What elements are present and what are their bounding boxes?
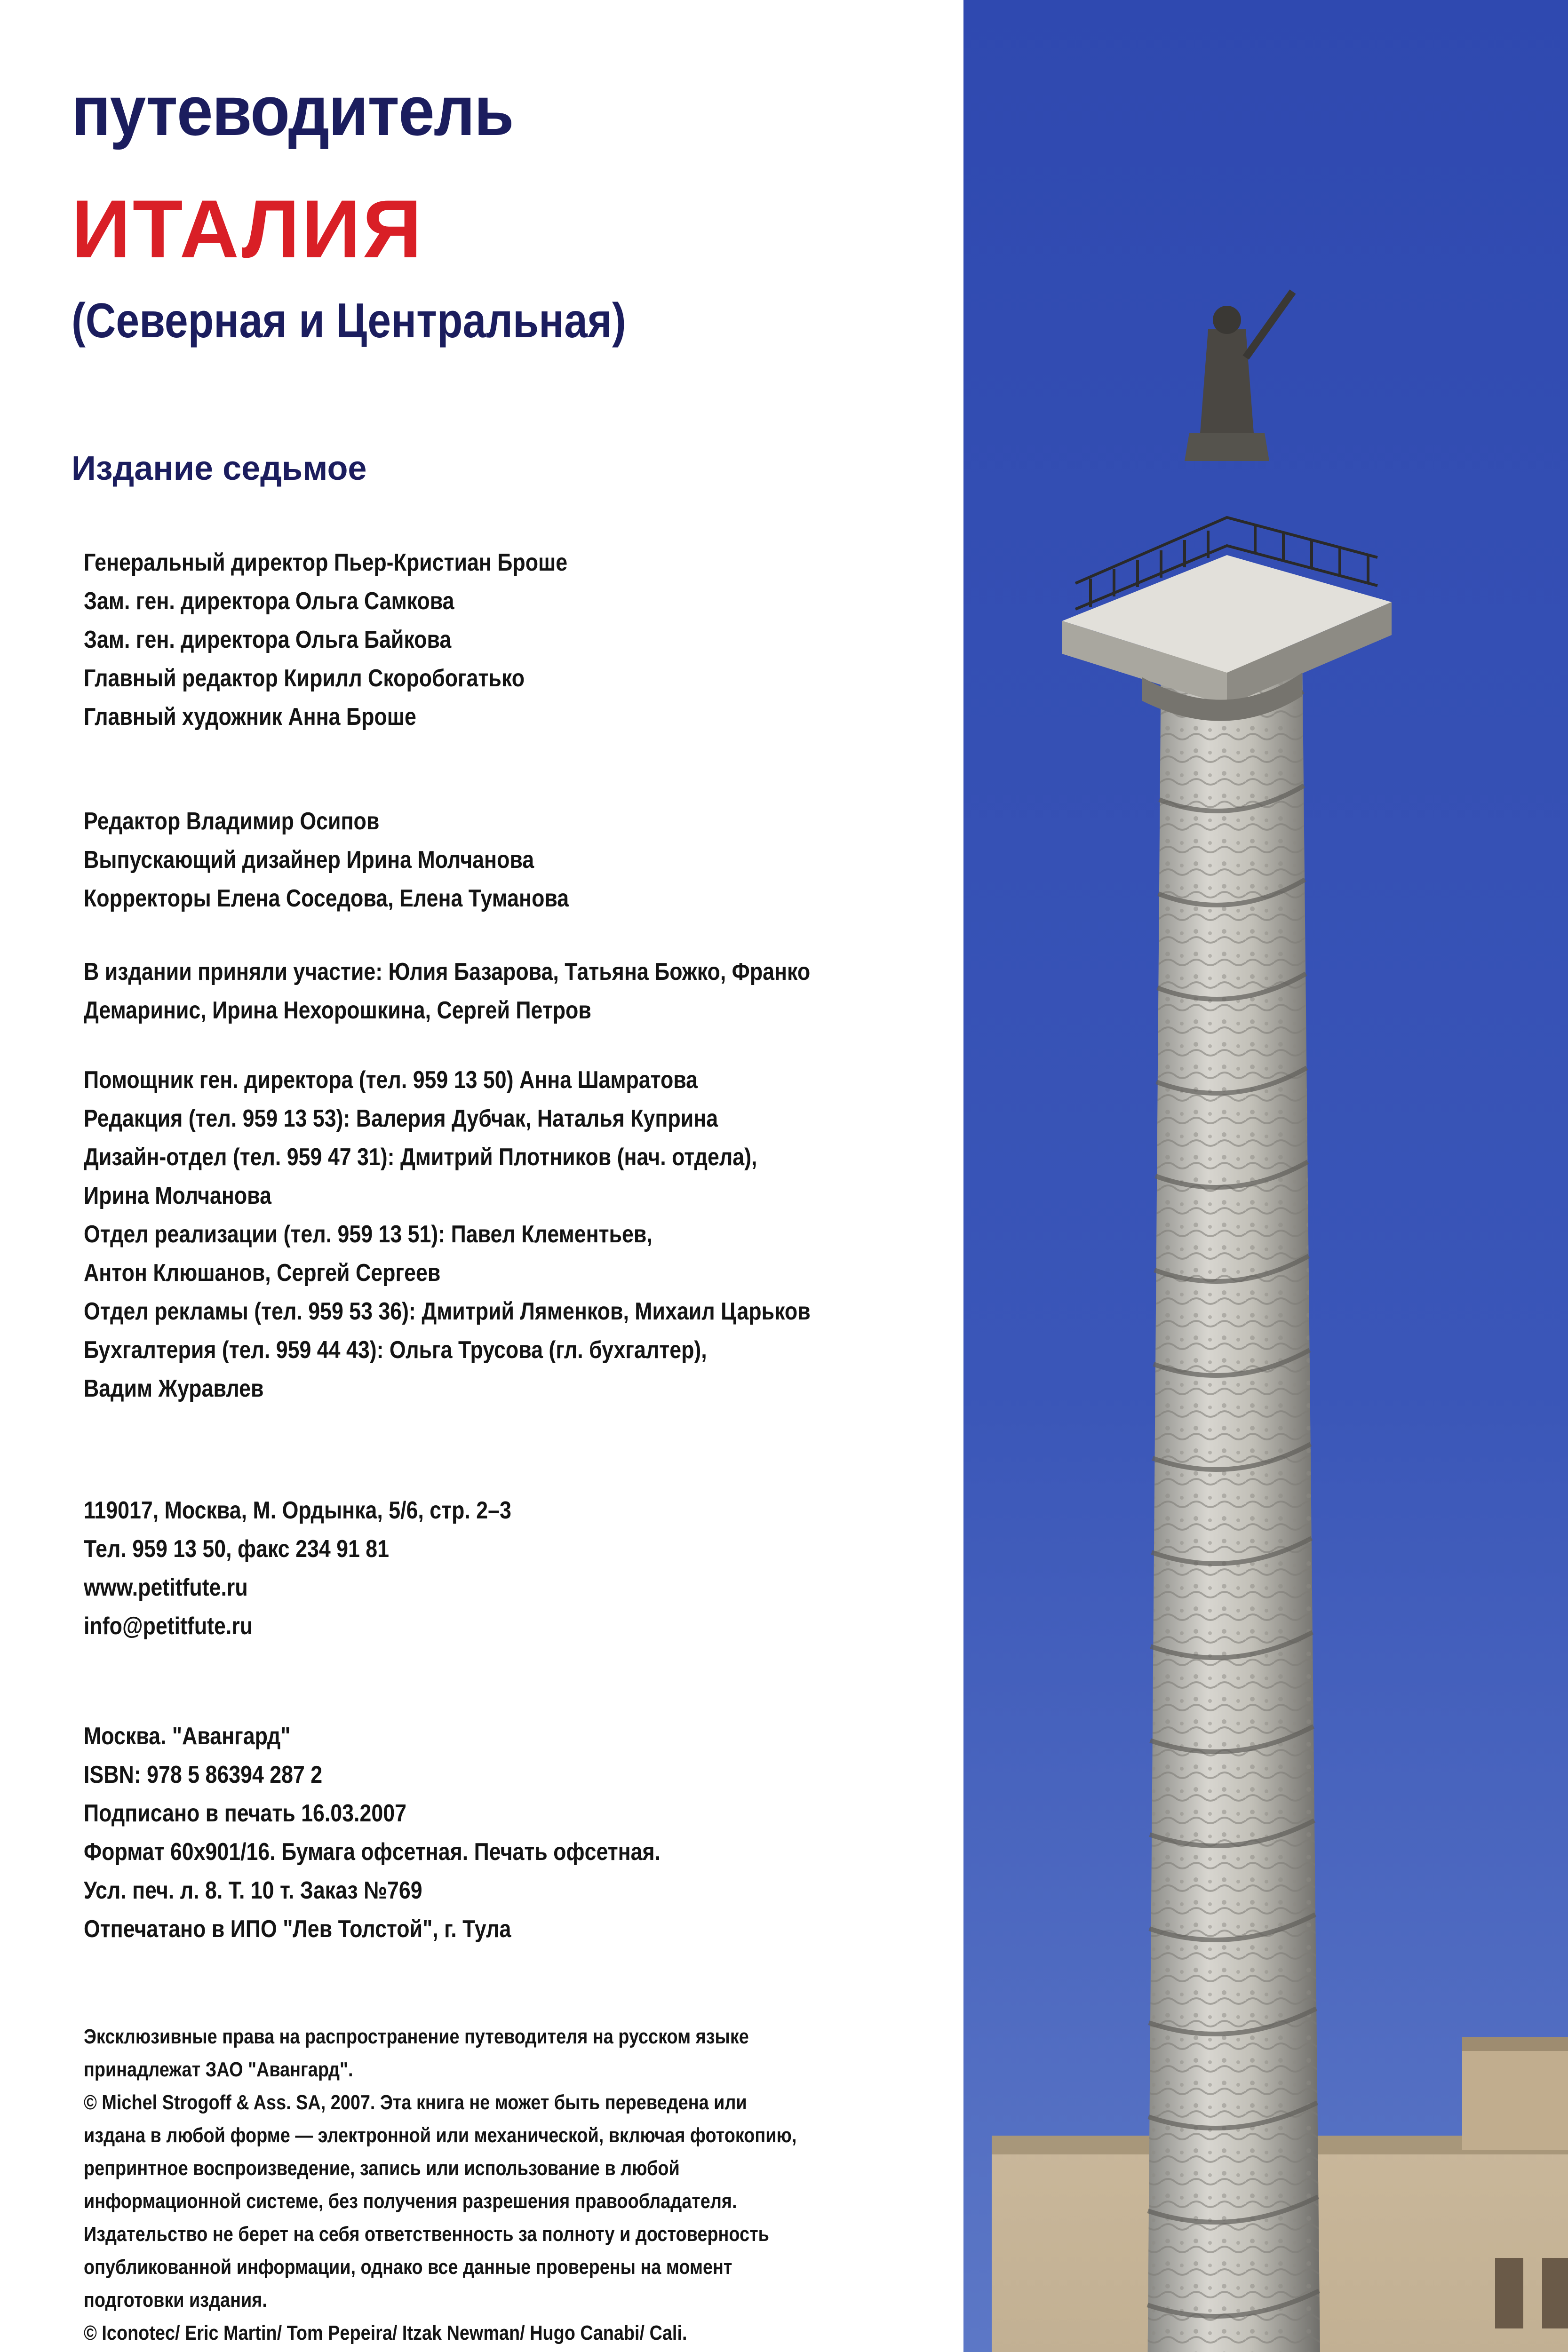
- editors-line: Корректоры Елена Соседова, Елена Туманова: [84, 885, 569, 912]
- title-region: (Северная и Центральная): [72, 294, 626, 348]
- contacts-block: [84, 1491, 511, 1645]
- legal-line: репринтное воспроизведение, запись или использование в любой: [84, 2157, 680, 2180]
- department-line: Антон Клюшанов, Сергей Сергеев: [84, 1259, 441, 1287]
- address-line: 119017, Москва, М. Ордынка, 5/6, стр. 2–3: [84, 1497, 511, 1524]
- management-line: Генеральный директор Пьер-Кристиан Броше: [84, 549, 568, 576]
- website-link: www.petitfute.ru: [84, 1574, 248, 1601]
- legal-line: © Michel Strogoff & Ass. SA, 2007. Эта книга не может быть переведена или: [84, 2091, 747, 2114]
- print-info-line: Москва. "Авангард": [84, 1723, 291, 1750]
- department-line: Дизайн-отдел (тел. 959 47 31): Дмитрий Плотников (нач. отдела),: [84, 1144, 757, 1171]
- editors-line: Редактор Владимир Осипов: [84, 808, 380, 835]
- participants-line: Демаринис, Ирина Нехорошкина, Сергей Петров: [84, 997, 591, 1024]
- departments-block: [84, 1061, 811, 1408]
- editors-line: Выпускающий дизайнер Ирина Молчанова: [84, 846, 534, 874]
- phone-line: Тел. 959 13 50, факс 234 91 81: [84, 1535, 390, 1563]
- email-link: info@petitfute.ru: [84, 1613, 253, 1640]
- legal-line: Издательство не берет на себя ответственность за полноту и достоверность: [84, 2223, 769, 2246]
- management-line: Зам. ген. директора Ольга Байкова: [84, 626, 452, 653]
- title-guidebook: путеводитель: [72, 71, 513, 150]
- print-info-line: Отпечатано в ИПО "Лев Толстой", г. Тула: [84, 1915, 511, 1943]
- legal-line: информационной системе, без получения разрешения правообладателя.: [84, 2190, 737, 2213]
- management-line: Зам. ген. директора Ольга Самкова: [84, 588, 454, 615]
- participants-block: [84, 953, 810, 1030]
- management-block: [84, 543, 567, 736]
- title-country: ИТАЛИЯ: [72, 183, 424, 275]
- management-line: Главный художник Анна Броше: [84, 703, 416, 731]
- edition-label: Издание седьмое: [72, 450, 367, 487]
- print-info-line: Усл. печ. л. 8. Т. 10 т. Заказ №769: [84, 1877, 422, 1904]
- department-line: Бухгалтерия (тел. 959 44 43): Ольга Трусова (гл. бухгалтер),: [84, 1336, 707, 1364]
- department-line: Ирина Молчанова: [84, 1182, 271, 1209]
- photo-credits: © Iconotec/ Eric Martin/ Tom Pepeira/ Itzak Newman/ Hugo Canabi/ Cali.: [84, 2321, 687, 2344]
- editors-block: [84, 802, 569, 918]
- department-line: Отдел рекламы (тел. 959 53 36): Дмитрий Ляменков, Михаил Царьков: [84, 1298, 811, 1325]
- column-shaft: [1147, 649, 1321, 2352]
- print-info-line: Формат 60x901/16. Бумага офсетная. Печать офсетная.: [84, 1838, 661, 1866]
- participants-line: В издании приняли участие: Юлия Базарова, Татьяна Божко, Франко: [84, 958, 811, 985]
- legal-line: издана в любой форме — электронной или механической, включая фотокопию,: [84, 2124, 797, 2147]
- legal-line: принадлежат ЗАО "Авангард".: [84, 2058, 353, 2081]
- legal-line: подготовки издания.: [84, 2288, 267, 2312]
- department-line: Редакция (тел. 959 13 53): Валерия Дубчак, Наталья Куприна: [84, 1105, 718, 1132]
- department-line: Отдел реализации (тел. 959 13 51): Павел Клементьев,: [84, 1221, 653, 1248]
- legal-notice: [84, 2020, 796, 2350]
- cover-photo: [963, 0, 1568, 2352]
- column-illustration: [963, 0, 1568, 2352]
- legal-line: опубликованной информации, однако все данные проверены на момент: [84, 2256, 732, 2279]
- department-line: Вадим Журавлев: [84, 1375, 264, 1402]
- management-line: Главный редактор Кирилл Скоробогатько: [84, 665, 525, 692]
- print-info-line: Подписано в печать 16.03.2007: [84, 1800, 406, 1827]
- print-info-block: [84, 1717, 661, 1948]
- isbn-line: ISBN: 978 5 86394 287 2: [84, 1761, 323, 1788]
- department-line: Помощник ген. директора (тел. 959 13 50) Анна Шамратова: [84, 1066, 698, 1094]
- legal-line: Эксклюзивные права на распространение путеводителя на русском языке: [84, 2025, 749, 2048]
